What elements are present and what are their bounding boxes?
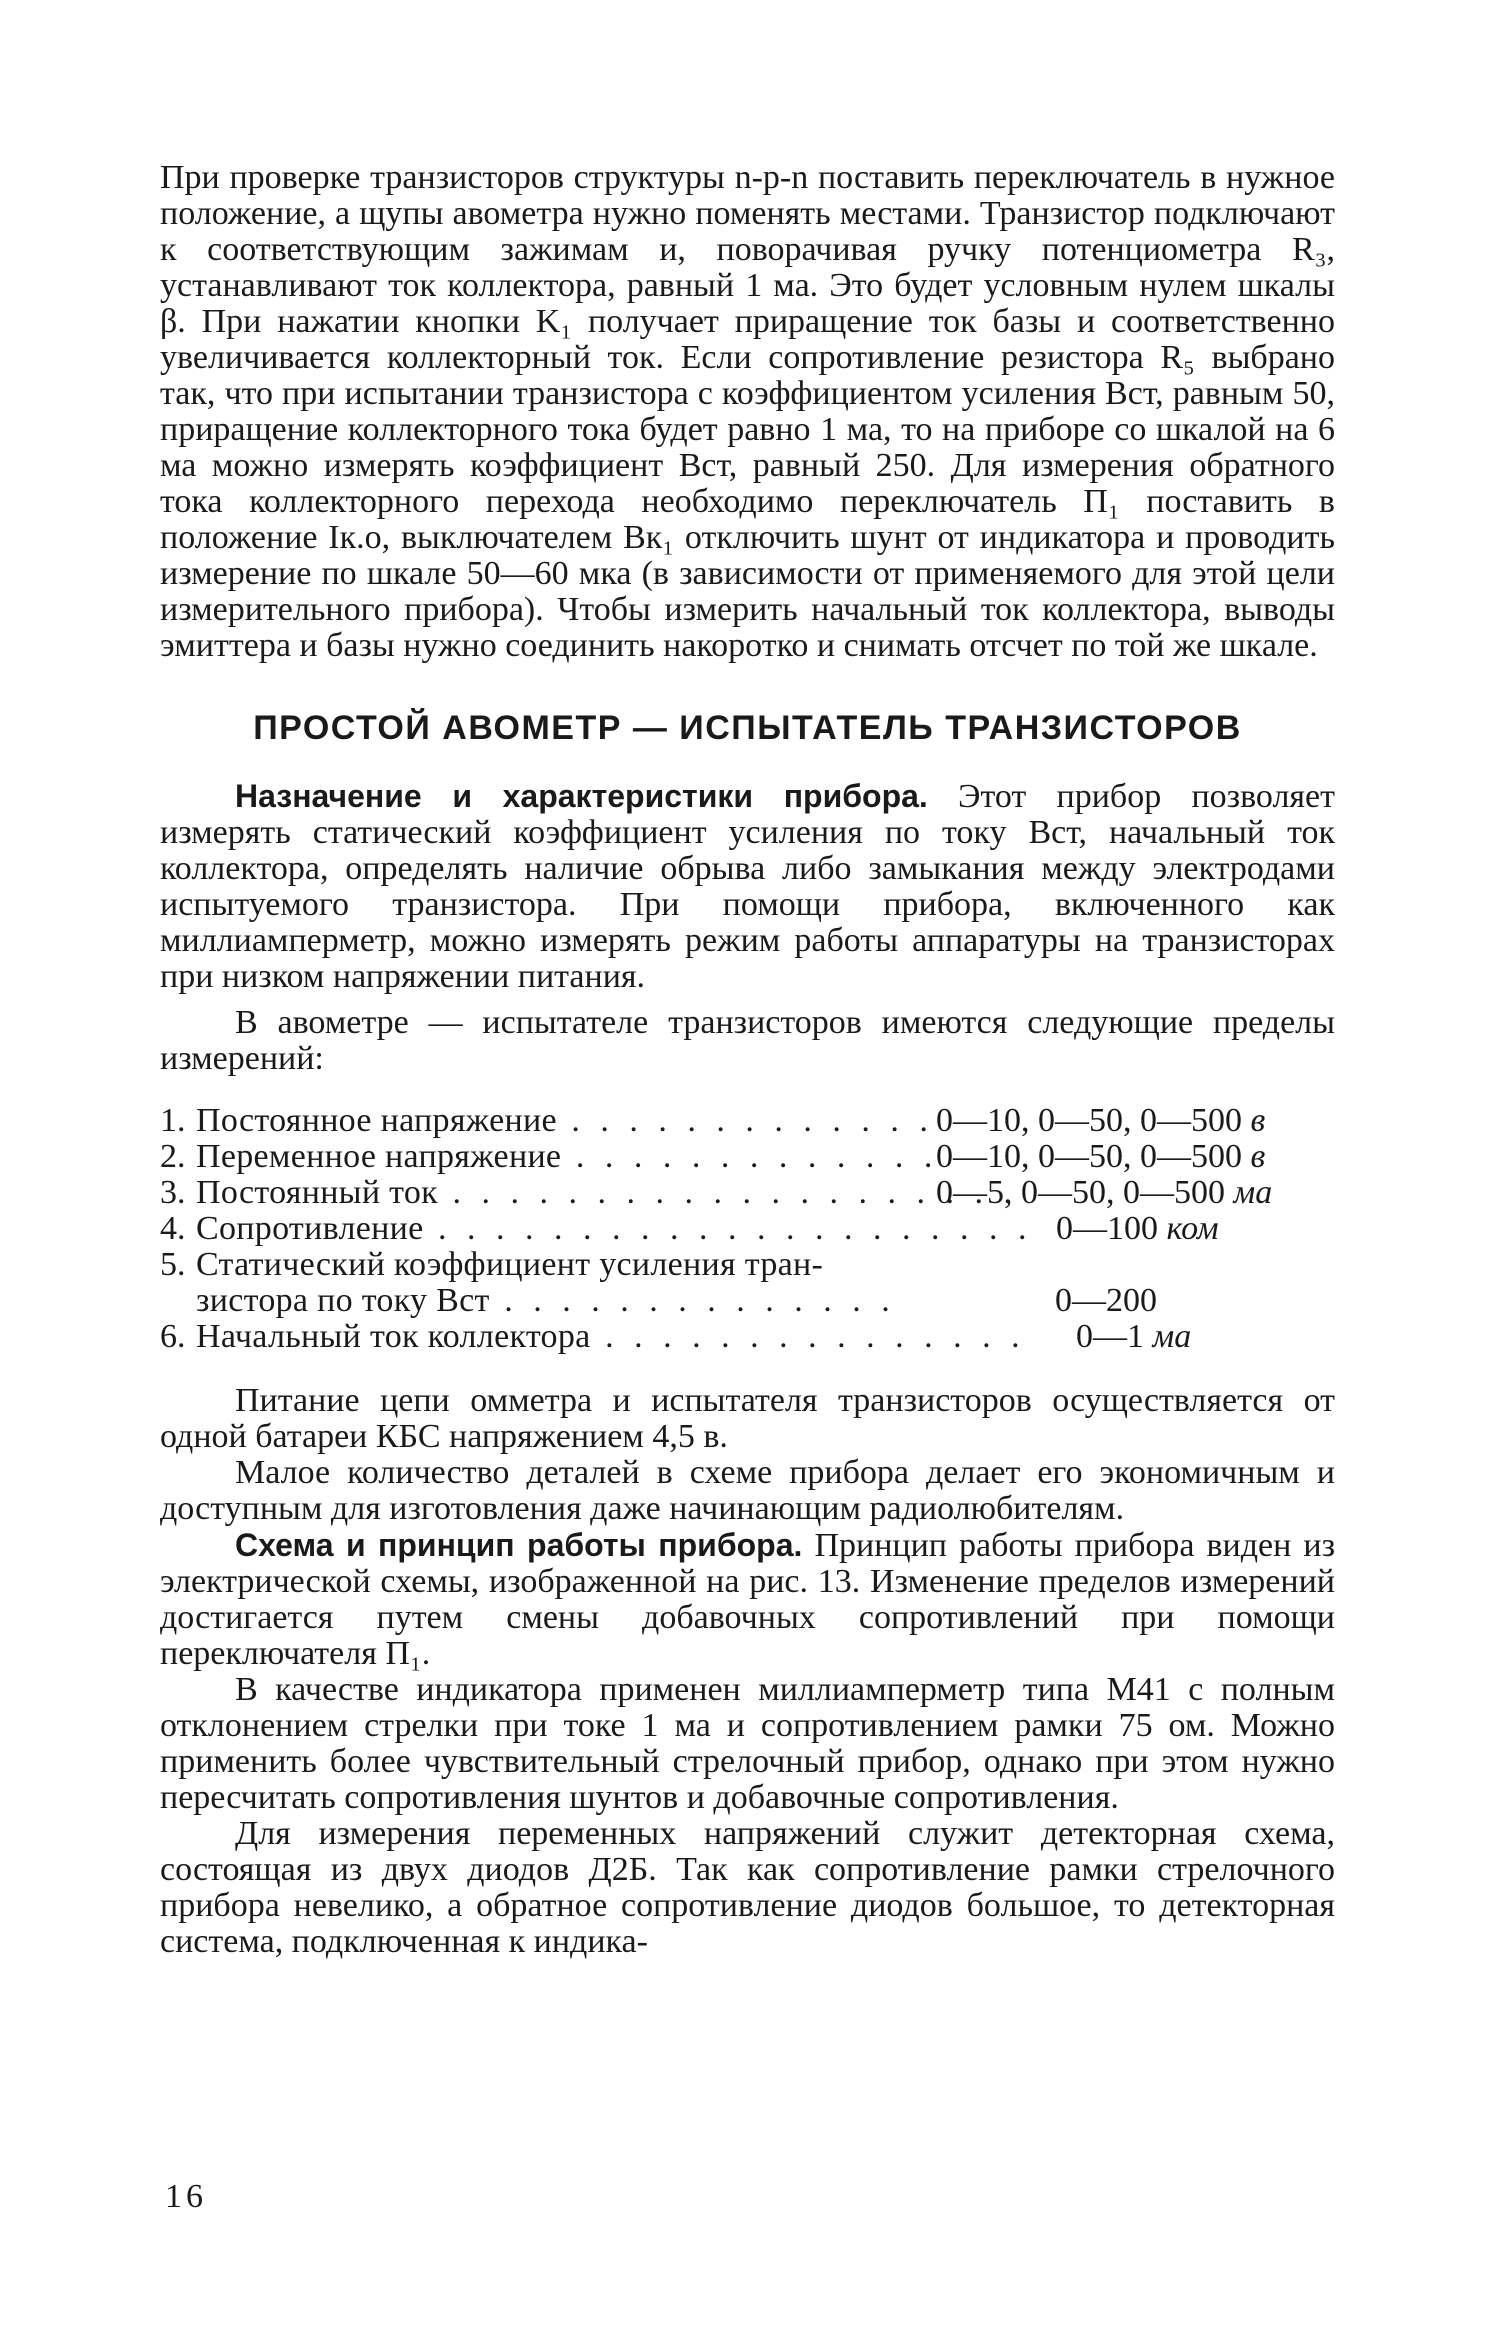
spec-unit: ком (1166, 1210, 1219, 1247)
paragraph-purpose-lead: Назначение и характеристики прибора. (235, 778, 928, 814)
spec-row-resistance (160, 1211, 1335, 1247)
spec-row-gain (160, 1247, 1335, 1319)
spec-value-text: 0—5, 0—50, 0—500 (936, 1174, 1225, 1211)
spec-row-dc-voltage (160, 1103, 1335, 1139)
spec-label: Начальный ток коллектора . . . . . . . . . . . . . . . (196, 1318, 1026, 1355)
spec-unit: ма (1233, 1174, 1273, 1211)
spec-num: 1. (160, 1102, 186, 1139)
spec-label: Постоянное напряжение . . . . . . . . . . . . . (196, 1102, 934, 1139)
spec-row-ac-voltage (160, 1139, 1335, 1175)
measurement-ranges-list (160, 1103, 1335, 1355)
spec-value (936, 1211, 1336, 1247)
paragraph-ranges-intro: В авометре — испытателе транзисторов имеются следующие пределы измерений: (160, 1004, 1335, 1077)
spec-value (936, 1175, 1336, 1211)
spec-unit: в (1250, 1138, 1266, 1175)
paragraph-indicator: В качестве индикатора применен миллиамперметр типа М41 с полным отклонением стрелки при токе 1 ма и сопротивлением рамки 75 ом. Можно применить более чувствительный стрелочный прибор, однако при этом нужно пересчитать сопротивления шунтов и добавочные сопротивления. (160, 1671, 1335, 1816)
spec-unit: ма (1152, 1318, 1192, 1355)
spec-num: 3. (160, 1174, 186, 1211)
paragraph-scheme-lead: Схема и принцип работы прибора. (235, 1527, 803, 1563)
spec-num: 5. (160, 1246, 186, 1283)
paragraph-power: Питание цепи омметра и испытателя транзисторов осуществляется от одной батареи КБС напряжением 4,5 в. (160, 1382, 1335, 1455)
spec-label: Переменное напряжение . . . . . . . . . . . . . (196, 1138, 939, 1175)
paragraph-scheme (160, 1527, 1335, 1672)
spec-row-dc-current (160, 1175, 1335, 1211)
spec-label: Постоянный ток . . . . . . . . . . . . . . . . . . . . (196, 1174, 1018, 1211)
spec-label-continued: зистора по току Bст . . . . . . . . . . . . . . (196, 1282, 896, 1319)
paragraph-purpose (160, 778, 1335, 995)
spec-label-text: Начальный ток коллектора (196, 1318, 591, 1355)
spec-value (936, 1139, 1336, 1175)
section-heading: ПРОСТОЙ АВОМЕТР — ИСПЫТАТЕЛЬ ТРАНЗИСТОРОВ (253, 709, 1242, 747)
paragraph-parts: Малое количество деталей в схеме прибора делает его экономичным и доступным для изготовления даже начинающим радиолюбителям. (160, 1454, 1335, 1527)
page-number: 16 (165, 2178, 207, 2215)
spec-label-text: зистора по току Bст (196, 1282, 490, 1319)
spec-num: 2. (160, 1138, 186, 1175)
spec-value-text: 0—100 (1056, 1210, 1158, 1247)
spec-value-text: 0—1 (1076, 1318, 1144, 1355)
paragraph-scheme-text: Принцип работы прибора виден из электрической схемы, изображенной на рис. 13. Изменение пределов измерений достигается путем смены добавочных сопротивлений при помощи переключателя П₁. (160, 1527, 1335, 1672)
spec-row-initial-current (160, 1319, 1335, 1355)
spec-label-text: Постоянный ток (196, 1174, 438, 1211)
spec-label: Статический коэффициент усиления тран- (196, 1246, 824, 1283)
spec-value (900, 1283, 1300, 1319)
spec-label-text: Сопротивление (196, 1210, 424, 1247)
paragraph-ac-measurement: Для измерения переменных напряжений служит детекторная схема, состоящая из двух диодов Д2Б. Так как сопротивление рамки стрелочного прибора невелико, а обратное сопротивление диодов большое, то детекторная система, подключенная к индика- (160, 1815, 1335, 1960)
paragraph-purpose-text: Этот прибор позволяет измерять статический коэффициент усиления по току Bст, начальный ток коллектора, определять наличие обрыва либо замыкания между электродами испытуемого транзистора. При помощи прибора, включенного как миллиамперметр, можно измерять режим работы аппаратуры на транзисторах при низком напряжении питания. (160, 778, 1335, 995)
spec-label-text: Переменное напряжение (196, 1138, 562, 1175)
spec-value-text: 0—200 (1055, 1282, 1157, 1319)
page-body (160, 160, 1335, 1960)
spec-value (936, 1319, 1336, 1355)
spec-value-text: 0—10, 0—50, 0—500 (936, 1138, 1242, 1175)
spec-value-text: 0—10, 0—50, 0—500 (936, 1102, 1242, 1139)
spec-label: Сопротивление . . . . . . . . . . . . . . . . . . . . . (196, 1210, 1033, 1247)
spec-label-text: Постоянное напряжение (196, 1102, 557, 1139)
spec-num: 6. (160, 1318, 186, 1355)
paragraph-transistor-check: При проверке транзисторов структуры n-p-n поставить переключатель в нужное положение, а щупы авометра нужно поменять местами. Транзистор подключают к соответствующим зажимам и, поворачивая ручку потенциометра R₃, устанавливают ток коллектора, равный 1 ма. Это будет условным нулем шкалы β. При нажатии кнопки K₁ получает приращение ток базы и соответственно увеличивается коллекторный ток. Если сопротивление резистора R₅ выбрано так, что при испытании транзистора с коэффициентом усиления Bст, равным 50, приращение коллекторного тока будет равно 1 ма, то на приборе со шкалой на 6 ма можно измерять коэффициент Bст, равный 250. Для измерения обратного тока коллекторного перехода необходимо переключатель П₁ поставить в положение Iк.о, выключателем Вк₁ отключить шунт от индикатора и проводить измерение по шкале 50—60 мка (в зависимости от применяемого для этой цели измерительного прибора). Чтобы измерить начальный ток коллектора, выводы эмиттера и базы нужно соединить накоротко и снимать отсчет по той же шкале. (160, 159, 1335, 664)
spec-num: 4. (160, 1210, 186, 1247)
spec-value (936, 1103, 1336, 1139)
spec-unit: в (1250, 1102, 1266, 1139)
